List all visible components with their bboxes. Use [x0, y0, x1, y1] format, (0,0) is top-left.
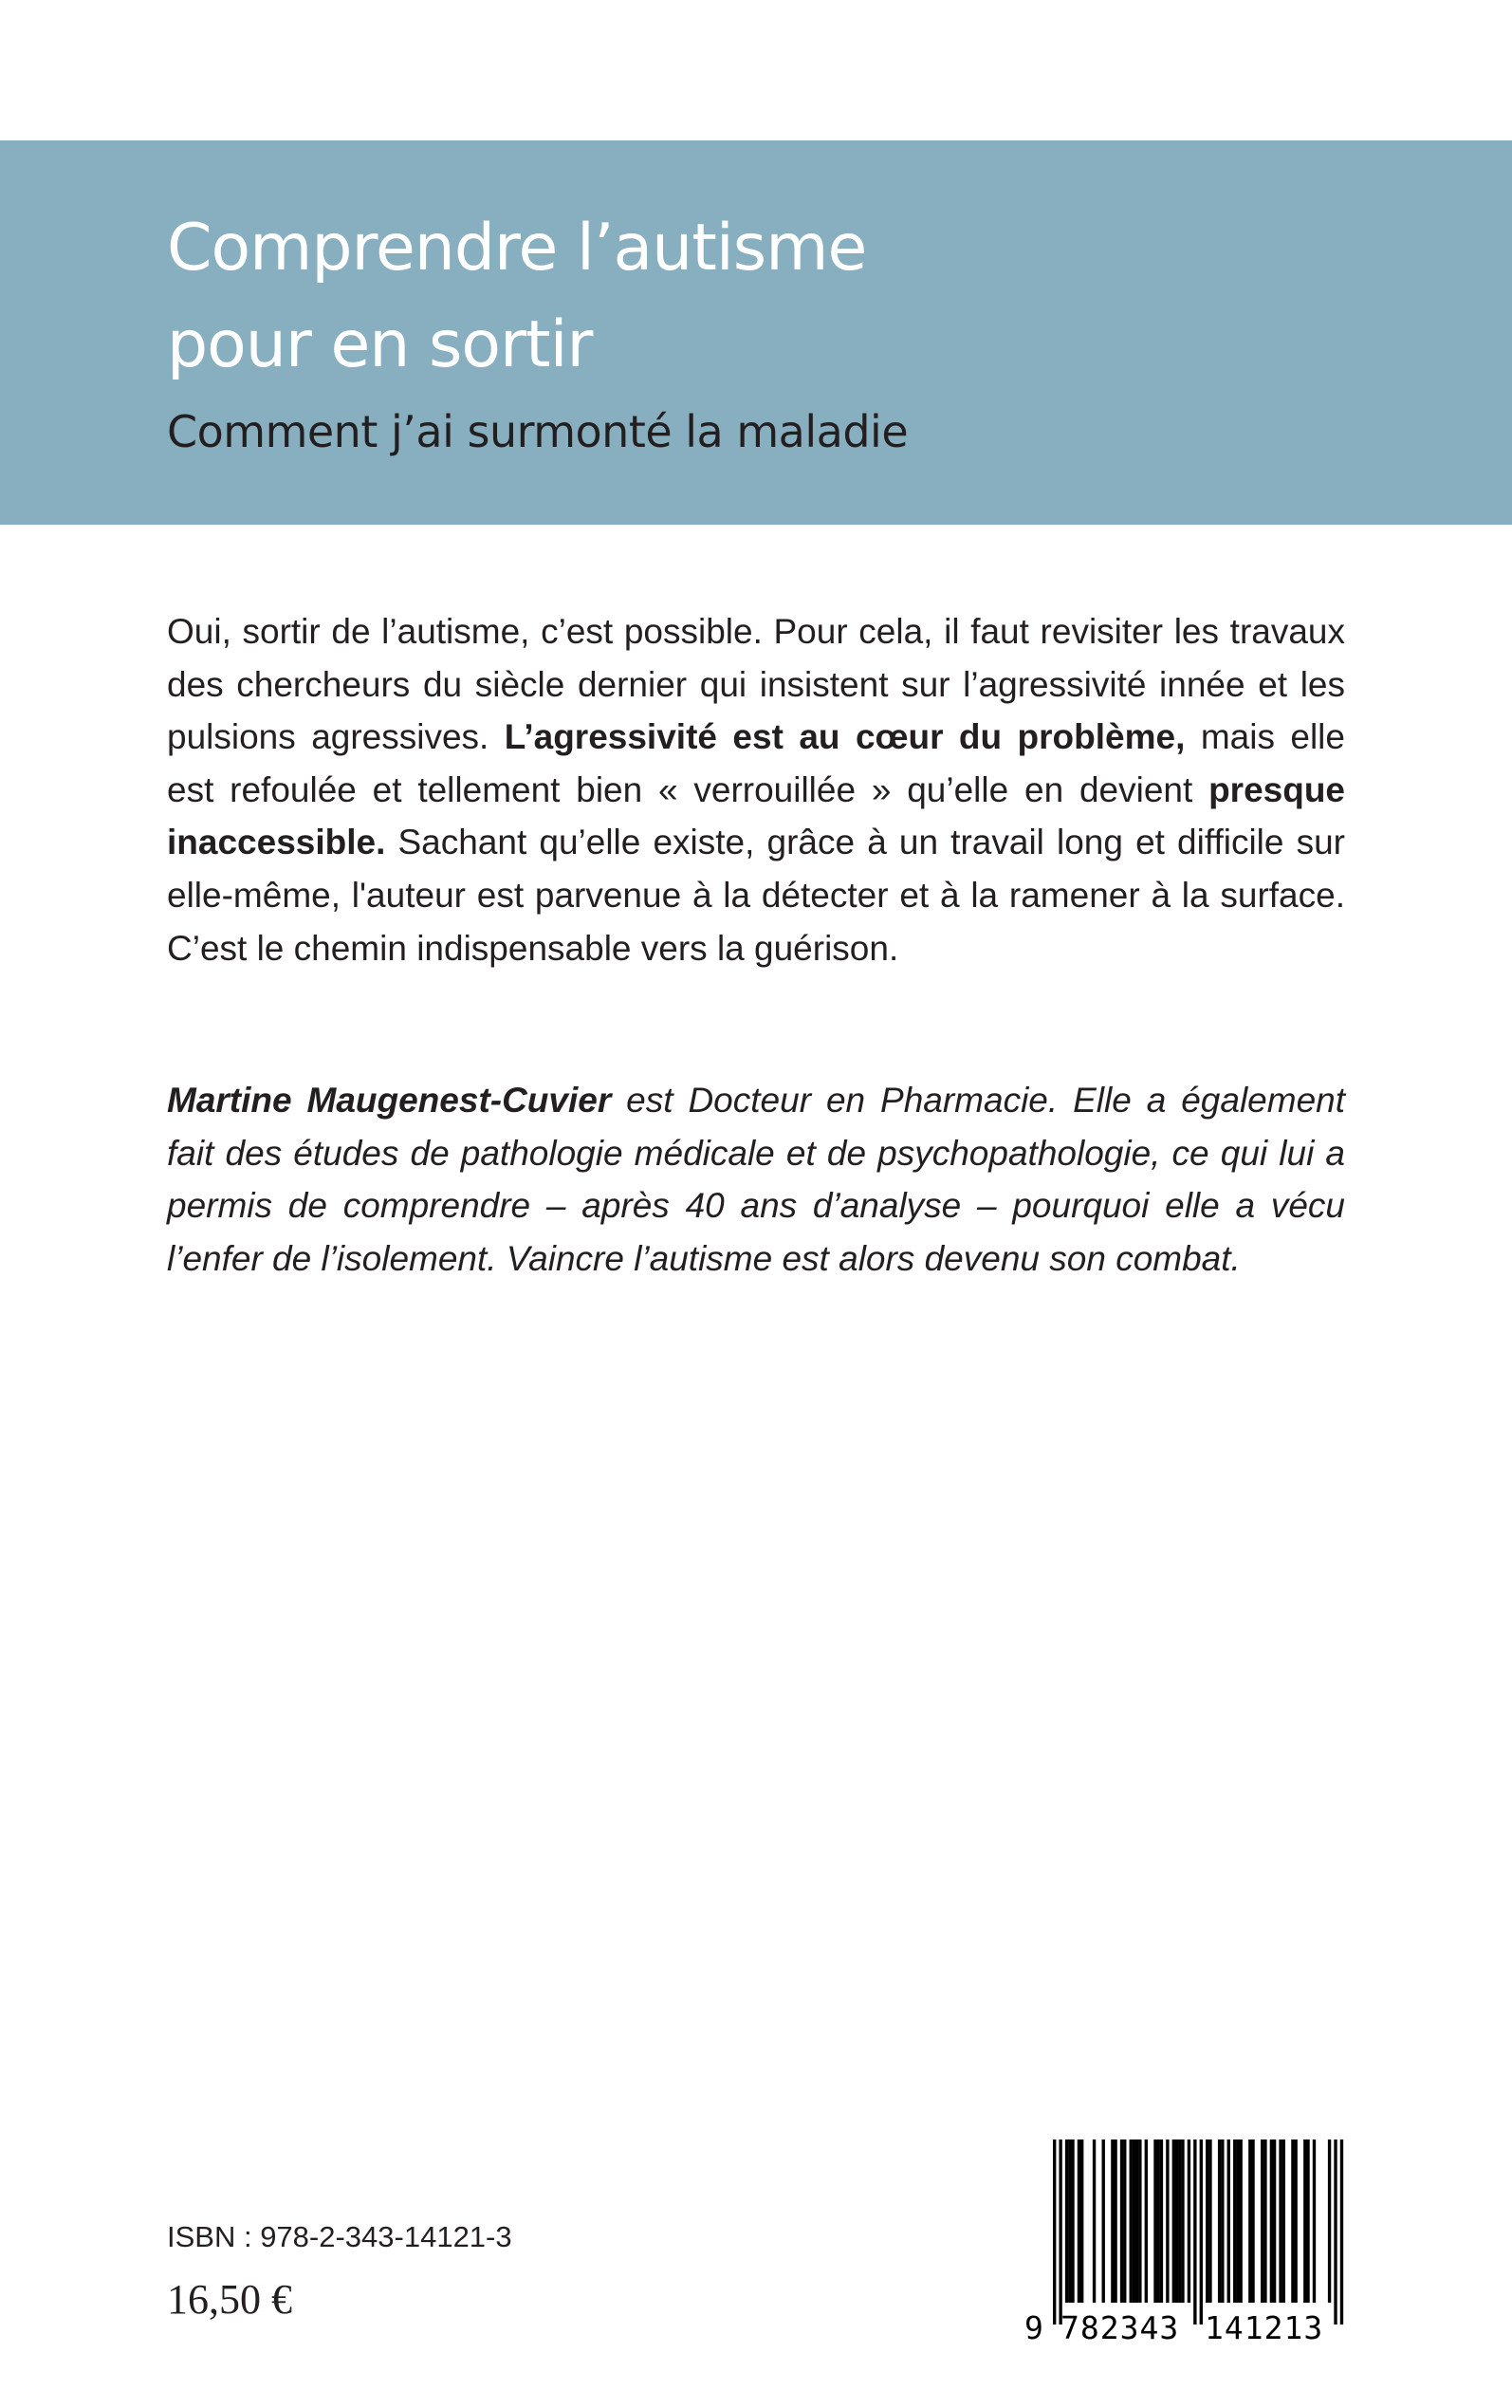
barcode-bar	[1153, 2139, 1156, 2303]
barcode-bar	[1053, 2139, 1056, 2325]
barcode-group-2: 141213	[1205, 2309, 1324, 2346]
barcode-bar	[1065, 2139, 1068, 2303]
barcode-bar	[1273, 2139, 1276, 2303]
barcode-bar	[1340, 2139, 1343, 2325]
barcode-bar	[1138, 2139, 1141, 2303]
summary-paragraph	[167, 605, 1345, 974]
barcode-bar	[1221, 2139, 1224, 2303]
summary-text-3: Sachant qu’elle existe, grâce à un travail long et difficile sur elle-même, l'auteur est parvenue à la détecter et à la ramener à la surface. C’est le chemin indispensable vers la guérison.	[167, 823, 1345, 968]
barcode-bar	[1291, 2139, 1294, 2303]
barcode-bars	[1024, 2139, 1347, 2325]
barcode-bar	[1068, 2139, 1071, 2303]
barcode-bar	[1303, 2139, 1306, 2303]
barcode-bar	[1188, 2139, 1190, 2303]
barcode-bar	[1175, 2139, 1178, 2303]
barcode-bar	[1294, 2139, 1297, 2303]
book-title-line-2: pour en sortir	[167, 307, 593, 382]
author-bio	[167, 1074, 1345, 1285]
barcode-bar	[1078, 2139, 1080, 2303]
barcode-bar	[1102, 2139, 1105, 2303]
summary-bold-1: L’agressivité est au cœur du problème,	[504, 717, 1186, 757]
barcode-bar	[1306, 2139, 1309, 2303]
isbn-label: ISBN : 978-2-343-14121-3	[167, 2220, 512, 2253]
barcode-bar	[1233, 2139, 1236, 2303]
author-name: Martine Maugenest-Cuvier	[167, 1081, 612, 1120]
barcode-bar	[1218, 2139, 1221, 2303]
barcode-bar	[1200, 2139, 1203, 2325]
barcode-bar	[1313, 2139, 1316, 2303]
barcode-bar	[1248, 2139, 1251, 2303]
barcode-bar	[1261, 2139, 1263, 2303]
barcode-lead-digit: 9	[1024, 2309, 1043, 2346]
barcode-bar	[1263, 2139, 1266, 2303]
barcode-bar	[1279, 2139, 1282, 2303]
barcode-bar	[1236, 2139, 1239, 2303]
barcode	[1024, 2139, 1347, 2353]
barcode-bar	[1172, 2139, 1175, 2303]
barcode-bar	[1334, 2139, 1337, 2325]
barcode-bar	[1111, 2139, 1114, 2303]
barcode-bar	[1328, 2139, 1331, 2303]
barcode-bar	[1114, 2139, 1116, 2303]
barcode-bar	[1080, 2139, 1083, 2303]
barcode-bar	[1071, 2139, 1074, 2303]
barcode-bar	[1239, 2139, 1242, 2303]
barcode-bar	[1193, 2139, 1196, 2325]
barcode-bar	[1120, 2139, 1123, 2303]
barcode-group-1: 782343	[1060, 2309, 1180, 2346]
barcode-bar	[1135, 2139, 1138, 2303]
barcode-bar	[1181, 2139, 1184, 2303]
barcode-bar	[1093, 2139, 1096, 2303]
barcode-bar	[1157, 2139, 1160, 2303]
barcode-bar	[1227, 2139, 1230, 2303]
barcode-bar	[1130, 2139, 1133, 2303]
barcode-bar	[1282, 2139, 1285, 2303]
book-title-line-1: Comprendre l’autisme	[167, 211, 867, 286]
barcode-bar	[1251, 2139, 1254, 2303]
book-subtitle: Comment j’ai surmonté la maladie	[167, 406, 909, 457]
barcode-bar	[1178, 2139, 1181, 2303]
price-label: 16,50 €	[167, 2276, 292, 2323]
barcode-bar	[1208, 2139, 1211, 2303]
barcode-bar	[1206, 2139, 1208, 2303]
summary-text-2: mais elle est refoulée et tellement bien « verrouillée » qu’elle en devient	[167, 717, 1345, 809]
barcode-bar	[1059, 2139, 1061, 2325]
barcode-bar	[1270, 2139, 1273, 2303]
barcode-bar	[1133, 2139, 1135, 2303]
author-bio-text: est Docteur en Pharmacie. Elle a également fait des études de pathologie médicale et de psychopathologie, ce qui lui a permis de comprendre – après 40 ans d’analyse – pourquoi elle a vécu l’enfer de l’isolement. Vaincre l’autisme est alors devenu son combat.	[167, 1081, 1346, 1278]
summary-bold-2: presque inaccessible.	[167, 769, 1345, 862]
summary-text-1: Oui, sortir de l’autisme, c’est possible. Pour cela, il faut revisiter les travaux des chercheurs du siècle dernier qui insistent sur l’agressivité innée et les pulsions agressives.	[167, 612, 1345, 757]
barcode-bar	[1145, 2139, 1148, 2303]
barcode-digits	[1024, 2305, 1347, 2352]
barcode-bar	[1160, 2139, 1163, 2303]
barcode-bar	[1123, 2139, 1126, 2303]
barcode-bar	[1166, 2139, 1169, 2303]
